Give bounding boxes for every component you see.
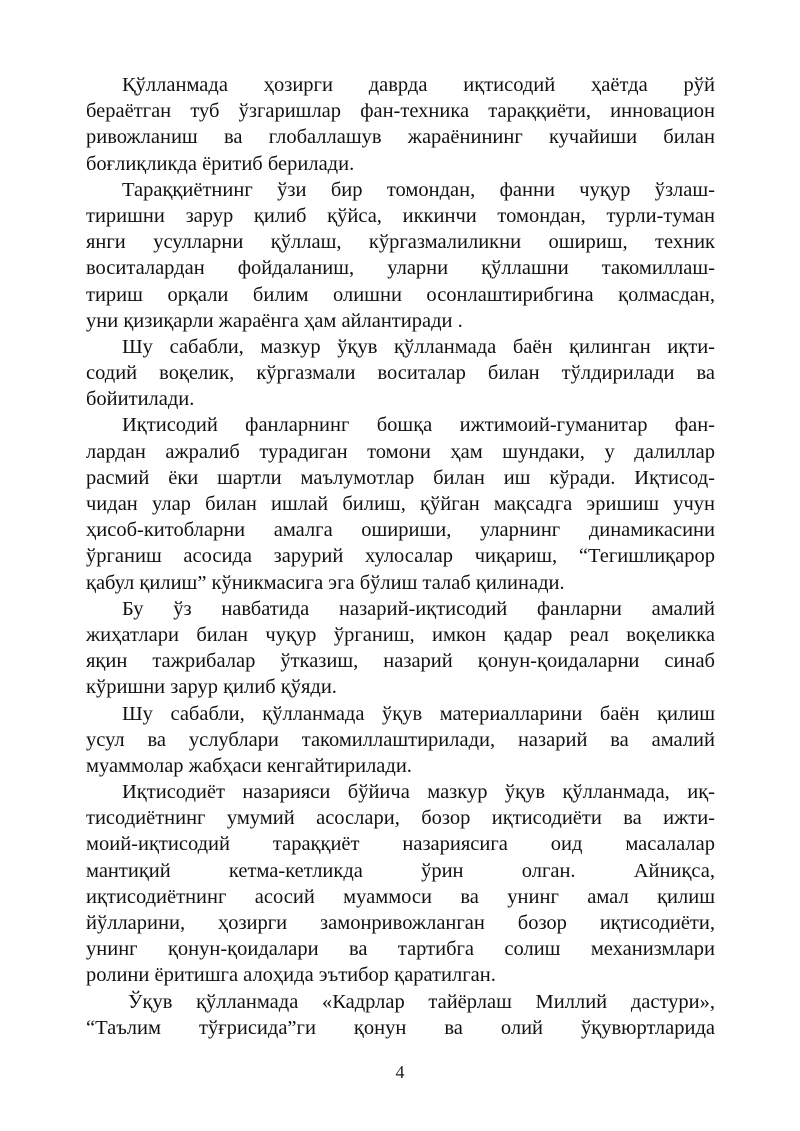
text-line: Иқтисодий фанларнинг бошқа ижтимоий-гуманитар фан- (122, 414, 715, 437)
text-line: Тараққиётнинг ўзи бир томондан, фанни чуқур ўзлаш- (122, 178, 715, 201)
text-line: ривожланиш ва глобаллашув жараёнининг кучайиши билан (86, 126, 715, 149)
text-line: бераётган туб ўзгаришлар фан-техника тараққиёти, инновацион (86, 100, 715, 123)
paragraph (86, 72, 715, 177)
text-line: кўришни зарур қилиб қўяди. (86, 676, 337, 699)
text-line: мантиқий кетма-кетликда ўрин олган. Айниқса, (86, 859, 715, 882)
text-line: тириш орқали билим олишни осонлаштирибгина қолмасдан, (86, 283, 715, 306)
text-line: Қўлланмада ҳозирги даврда иқтисодий ҳаётда рўй (122, 74, 715, 96)
text-line: воситалардан фойдаланиш, уларни қўллашни такомиллаш- (86, 257, 715, 280)
text-line: муаммолар жабҳаси кенгайтирилади. (86, 754, 412, 777)
text-line: усул ва услублари такомиллаштирилади, назарий ва амалий (86, 728, 715, 751)
text-line: лардан ажралиб турадиган томони ҳам шундаки, у далиллар (86, 440, 715, 463)
paragraph (86, 701, 715, 780)
text-line: Шу сабабли, қўлланмада ўқув материалларини баён қилиш (122, 702, 715, 725)
text-line: уни қизиқарли жараёнга ҳам айлантиради . (86, 309, 463, 332)
text-line: иқтисодиётнинг асосий муаммоси ва унинг амал қилиш (86, 885, 715, 908)
text-line: тисодиётнинг умумий асослари, бозор иқтисодиёти ва ижти- (86, 807, 715, 830)
text-line: содий воқелик, кўргазмали воситалар билан тўлдирилади ва (86, 362, 715, 385)
text-line: чидан улар билан ишлай билиш, қўйган мақсадга эришиш учун (86, 493, 715, 515)
paragraph (86, 412, 715, 595)
paragraph (86, 989, 715, 1041)
text-line: тиришни зарур қилиб қўйса, иккинчи томондан, турли-туман (86, 204, 715, 227)
paragraph (86, 334, 715, 413)
text-line: ҳисоб-китобларни амалга ошириши, уларнинг динамикасини (86, 519, 715, 542)
text-line: қабул қилиш” кўникмасига эга бўлиш талаб қилинади. (86, 571, 565, 594)
text-line: яқин тажрибалар ўтказиш, назарий қонун-қоидаларни синаб (86, 650, 715, 673)
text-line: “Таълим тўғрисида”ги қонун ва олий ўқувюртларида (86, 1016, 715, 1039)
document-page (86, 72, 715, 1041)
text-line: унинг қонун-қоидалари ва тартибга солиш механизмлари (86, 938, 715, 961)
text-line: бойитилади. (86, 388, 195, 411)
text-line: расмий ёки шартли маълумотлар билан иш кўради. Иқтисод- (86, 466, 715, 489)
text-line: ролини ёритишга алоҳида эътибор қаратилган. (86, 964, 496, 987)
text-line: янги усулларни қўллаш, кўргазмалиликни ошириш, техник (86, 231, 715, 254)
text-line: моий-иқтисодий тараққиёт назариясига оид масалалар (86, 833, 715, 856)
text-line: ўрганиш асосида зарурий хулосалар чиқариш, “Тегишлиқарор (86, 545, 715, 568)
text-line: йўлларини, ҳозирги замонривожланган бозор иқтисодиёти, (86, 912, 715, 934)
page-number: 4 (395, 1062, 405, 1082)
text-line: Шу сабабли, мазкур ўқув қўлланмада баён қилинган иқти- (122, 335, 715, 358)
text-line: боғлиқликда ёритиб берилади. (86, 152, 355, 175)
paragraph (86, 779, 715, 989)
text-line: жиҳатлари билан чуқур ўрганиш, имкон қадар реал воқеликка (86, 623, 715, 646)
paragraph (86, 177, 715, 334)
paragraph (86, 596, 715, 701)
text-line: Иқтисодиёт назарияси бўйича мазкур ўқув қўлланмада, иқ- (122, 781, 715, 804)
text-line: Бу ўз навбатида назарий-иқтисодий фанларни амалий (122, 597, 715, 620)
text-line: Ўқув қўлланмада «Кадрлар тайёрлаш Миллий дастури», (128, 990, 715, 1013)
